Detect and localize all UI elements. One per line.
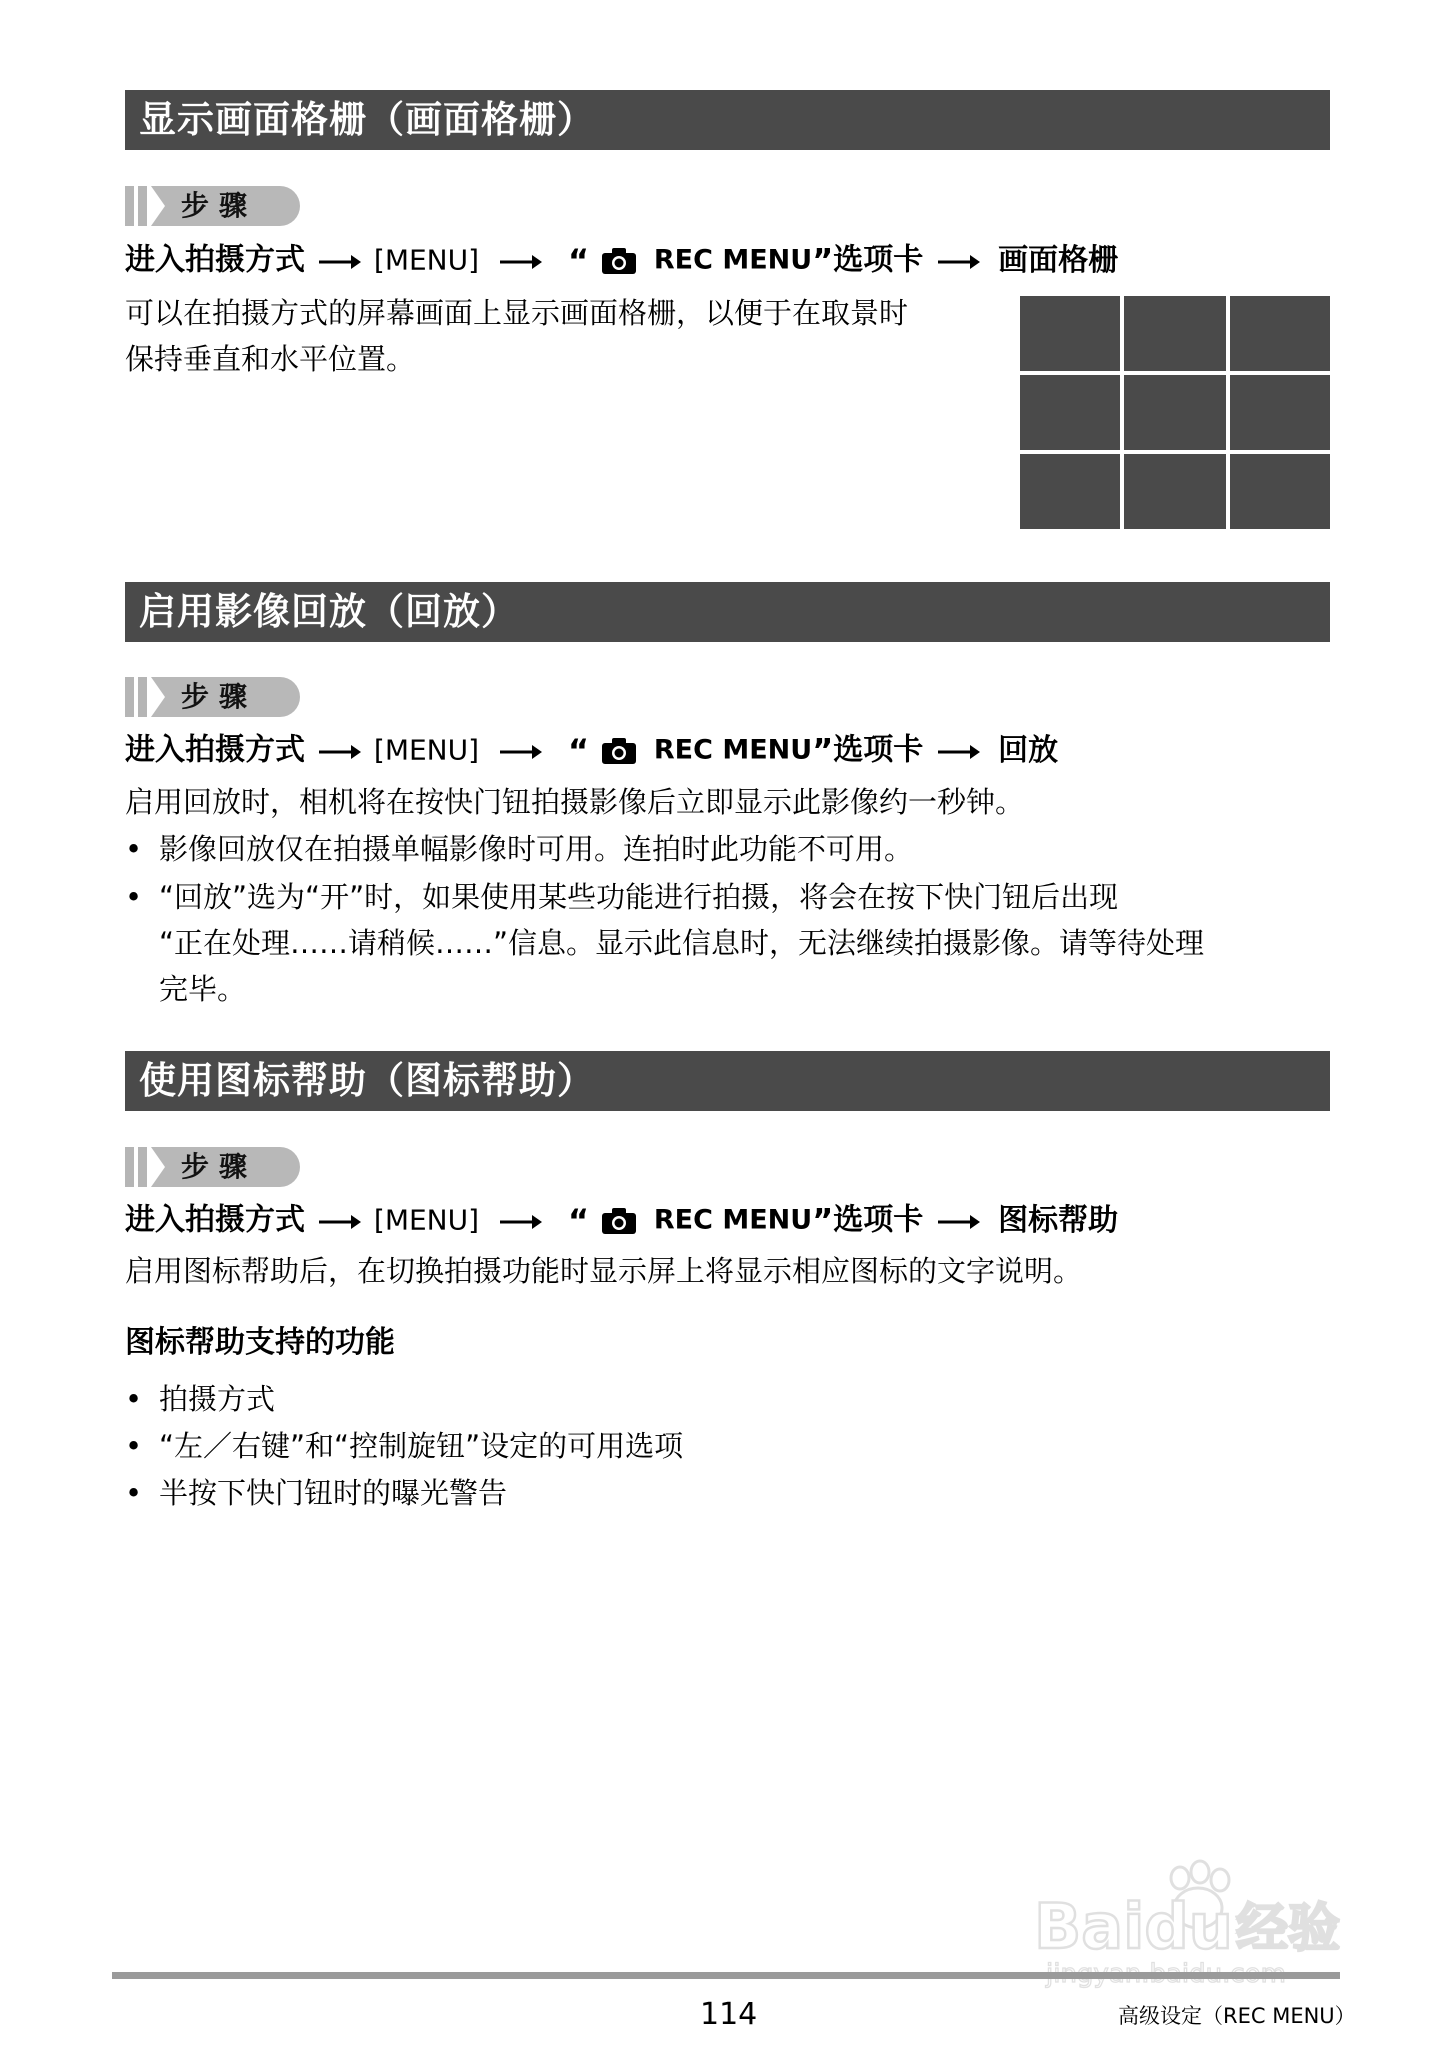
path-menu-key: [MENU] bbox=[373, 1203, 480, 1237]
arrow-right-icon bbox=[315, 729, 363, 773]
arrow-right-icon bbox=[315, 1199, 363, 1243]
path-rec-menu: REC MENU bbox=[653, 244, 813, 276]
quote-close: ” bbox=[812, 731, 834, 770]
page-number: 114 bbox=[700, 1997, 758, 2032]
menu-path bbox=[125, 1198, 1118, 1242]
bullet-item bbox=[125, 1470, 507, 1516]
bullet-item bbox=[125, 874, 1118, 920]
camera-icon bbox=[601, 247, 637, 275]
subheading: 图标帮助支持的功能 bbox=[125, 1325, 395, 1360]
section-title-icon-help: 使用图标帮助（图标帮助） bbox=[125, 1051, 1330, 1111]
body-line: 保持垂直和水平位置。 bbox=[125, 342, 416, 376]
steps-label: 步骤 bbox=[181, 680, 258, 713]
quote-open: “ bbox=[567, 731, 589, 770]
body-line: 启用图标帮助后，在切换拍摄功能时显示屏上将显示相应图标的文字说明。 bbox=[125, 1254, 1083, 1288]
bullet-continuation: 完毕。 bbox=[159, 972, 247, 1006]
bullet-text: “左／右键”和“控制旋钮”设定的可用选项 bbox=[159, 1429, 684, 1463]
path-menu-key: [MENU] bbox=[373, 243, 480, 277]
path-tab-suffix: 选项卡 bbox=[833, 1202, 924, 1238]
bullet-dot: • bbox=[125, 1382, 143, 1416]
bullet-continuation: “正在处理……请稍候……”信息。显示此信息时，无法继续拍摄影像。请等待处理 bbox=[159, 926, 1205, 960]
watermark-brand: Baidu bbox=[1034, 1890, 1233, 1963]
quote-close: ” bbox=[812, 241, 834, 280]
path-start: 进入拍摄方式 bbox=[125, 732, 305, 768]
quote-close: ” bbox=[812, 1201, 834, 1240]
grid-illustration bbox=[1020, 296, 1330, 529]
bullet-text: 影像回放仅在拍摄单幅影像时可用。连拍时此功能不可用。 bbox=[159, 832, 914, 866]
quote-open: “ bbox=[567, 241, 589, 280]
arrow-right-icon bbox=[934, 1199, 982, 1243]
arrow-right-icon bbox=[934, 729, 982, 773]
path-rec-menu: REC MENU bbox=[653, 1204, 813, 1236]
steps-tag bbox=[125, 677, 300, 717]
camera-icon bbox=[601, 737, 637, 765]
path-start: 进入拍摄方式 bbox=[125, 1202, 305, 1238]
path-menu-key: [MENU] bbox=[373, 733, 480, 767]
section-title-review: 启用影像回放（回放） bbox=[125, 582, 1330, 642]
path-tab-suffix: 选项卡 bbox=[833, 732, 924, 768]
steps-tag bbox=[125, 1147, 300, 1187]
menu-path bbox=[125, 728, 1058, 772]
bullet-dot: • bbox=[125, 1429, 143, 1463]
bullet-item bbox=[125, 1376, 275, 1422]
steps-tag bbox=[125, 186, 300, 226]
baidu-jingyan-watermark bbox=[1030, 1850, 1360, 1990]
path-target: 回放 bbox=[998, 732, 1059, 768]
bullet-dot: • bbox=[125, 1476, 143, 1510]
camera-icon bbox=[601, 1207, 637, 1235]
bullet-dot: • bbox=[125, 880, 143, 914]
arrow-right-icon bbox=[496, 1199, 544, 1243]
quote-open: “ bbox=[567, 1201, 589, 1240]
arrow-right-icon bbox=[496, 729, 544, 773]
watermark-suffix: 经验 bbox=[1236, 1899, 1341, 1959]
steps-label: 步骤 bbox=[181, 1150, 258, 1183]
path-tab-suffix: 选项卡 bbox=[833, 242, 924, 278]
bullet-text: 拍摄方式 bbox=[159, 1382, 276, 1416]
arrow-right-icon bbox=[315, 239, 363, 283]
path-start: 进入拍摄方式 bbox=[125, 242, 305, 278]
path-target: 画面格栅 bbox=[998, 242, 1119, 278]
menu-path bbox=[125, 238, 1118, 282]
bullet-text: “回放”选为“开”时，如果使用某些功能进行拍摄，将会在按下快门钮后出现 bbox=[159, 880, 1119, 914]
bullet-item bbox=[125, 826, 913, 872]
arrow-right-icon bbox=[496, 239, 544, 283]
bullet-item bbox=[125, 1423, 683, 1469]
body-line: 启用回放时，相机将在按快门钮拍摄影像后立即显示此影像约一秒钟。 bbox=[125, 785, 1025, 819]
steps-label: 步骤 bbox=[181, 189, 258, 222]
arrow-right-icon bbox=[934, 239, 982, 283]
bullet-text: 半按下快门钮时的曝光警告 bbox=[159, 1476, 508, 1510]
bullet-dot: • bbox=[125, 832, 143, 866]
footer-rule bbox=[112, 1972, 1340, 1979]
path-rec-menu: REC MENU bbox=[653, 734, 813, 766]
path-target: 图标帮助 bbox=[998, 1202, 1119, 1238]
footer-label: 高级设定（REC MENU） bbox=[1118, 2004, 1356, 2028]
body-line: 可以在拍摄方式的屏幕画面上显示画面格栅，以便于在取景时 bbox=[125, 296, 909, 330]
section-title-grid: 显示画面格栅（画面格栅） bbox=[125, 90, 1330, 150]
